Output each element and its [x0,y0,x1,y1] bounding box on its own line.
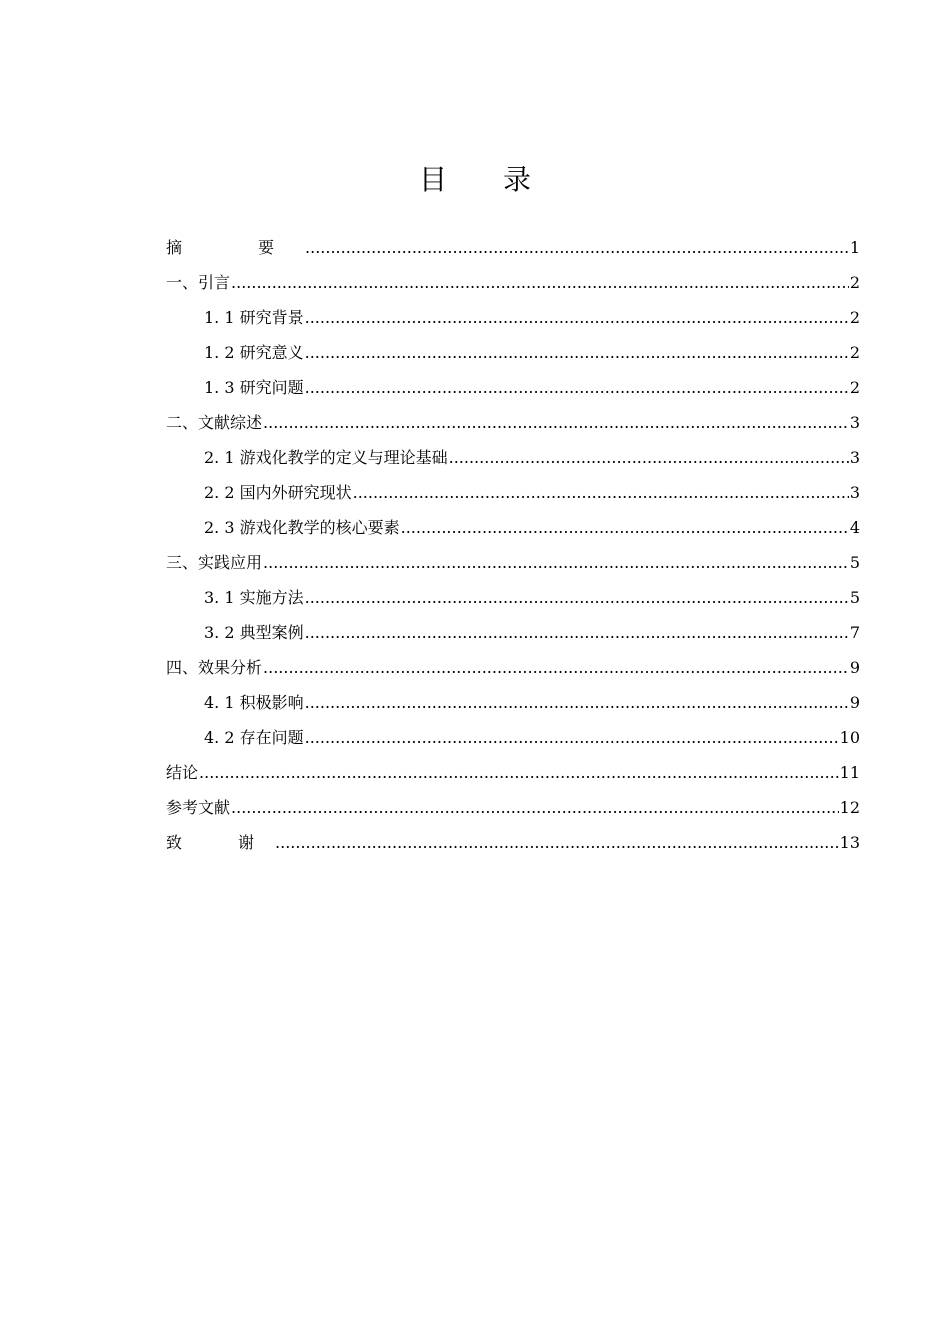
page-title-char-1: 目 [418,163,447,196]
toc-dot-leader [305,615,849,650]
toc-entry-page-number: 2 [849,273,860,292]
toc-entry[interactable] [166,405,860,440]
toc-dot-leader [353,475,849,510]
toc-entry[interactable] [166,265,860,300]
page-title [0,160,950,200]
toc-dot-leader [231,790,839,825]
page-title-char-2: 录 [503,163,532,196]
toc-entry-page-number: 3 [849,413,860,432]
toc-entry-page-number: 13 [839,833,860,852]
toc-entry[interactable] [166,510,860,545]
toc-dot-leader [199,755,839,790]
toc-entry[interactable] [166,790,860,825]
toc-entry-label: 4. 2 存在问题 [204,728,304,747]
toc-entry-label: 2. 3 游戏化教学的核心要素 [204,518,400,537]
toc-dot-leader [231,265,849,300]
toc-entry-page-number: 5 [849,588,860,607]
toc-entry-page-number: 1 [849,238,860,257]
toc-entry-label: 2. 2 国内外研究现状 [204,483,352,502]
toc-entry-label: 结论 [166,763,199,782]
toc-entry-page-number: 3 [849,448,860,467]
toc-entry-label: 1. 3 研究问题 [204,378,304,397]
toc-entry-label: 致 谢 [166,833,275,852]
toc-dot-leader [275,825,839,860]
toc-entry-page-number: 4 [849,518,860,537]
toc-entry[interactable] [166,615,860,650]
toc-entry-page-number: 11 [839,763,860,782]
toc-entry-page-number: 12 [839,798,860,817]
toc-entry[interactable] [166,475,860,510]
toc-entry-label: 摘 要 [166,238,305,257]
toc-entry-page-number: 3 [849,483,860,502]
toc-entry-label: 1. 1 研究背景 [204,308,304,327]
toc-entry-label: 二、文献综述 [166,413,263,432]
toc-entry-label: 三、实践应用 [166,553,263,572]
toc-dot-leader [305,335,849,370]
toc-dot-leader [305,230,849,265]
toc-entry[interactable] [166,370,860,405]
toc-entry[interactable] [166,755,860,790]
toc-entry[interactable] [166,580,860,615]
toc-entry-label: 2. 1 游戏化教学的定义与理论基础 [204,448,448,467]
toc-entry[interactable] [166,335,860,370]
toc-entry[interactable] [166,650,860,685]
toc-entry-label: 1. 2 研究意义 [204,343,304,362]
toc-entry-page-number: 2 [849,378,860,397]
toc-entry[interactable] [166,300,860,335]
toc-dot-leader [263,405,849,440]
toc-dot-leader [401,510,849,545]
toc-entry[interactable] [166,545,860,580]
toc-entry-page-number: 10 [839,728,860,747]
toc-dot-leader [305,580,849,615]
toc-entry[interactable] [166,230,860,265]
toc-dot-leader [305,370,849,405]
toc-entry-label: 3. 2 典型案例 [204,623,304,642]
toc-dot-leader [305,720,839,755]
toc-entry-page-number: 9 [849,658,860,677]
toc-entry-label: 4. 1 积极影响 [204,693,304,712]
toc-entry-page-number: 7 [849,623,860,642]
toc-dot-leader [263,650,849,685]
toc-entry-page-number: 5 [849,553,860,572]
toc-dot-leader [263,545,849,580]
toc-entry-label: 3. 1 实施方法 [204,588,304,607]
toc-entry[interactable] [166,685,860,720]
toc-dot-leader [305,685,849,720]
toc-entry[interactable] [166,440,860,475]
toc-entry-label: 四、效果分析 [166,658,263,677]
toc-entry[interactable] [166,720,860,755]
toc-entry-page-number: 2 [849,308,860,327]
toc-entry-label: 参考文献 [166,798,231,817]
toc-entry-page-number: 2 [849,343,860,362]
table-of-contents [166,230,860,860]
toc-entry-page-number: 9 [849,693,860,712]
toc-dot-leader [305,300,849,335]
toc-entry-label: 一、引言 [166,273,231,292]
toc-entry[interactable] [166,825,860,860]
toc-dot-leader [449,440,849,475]
